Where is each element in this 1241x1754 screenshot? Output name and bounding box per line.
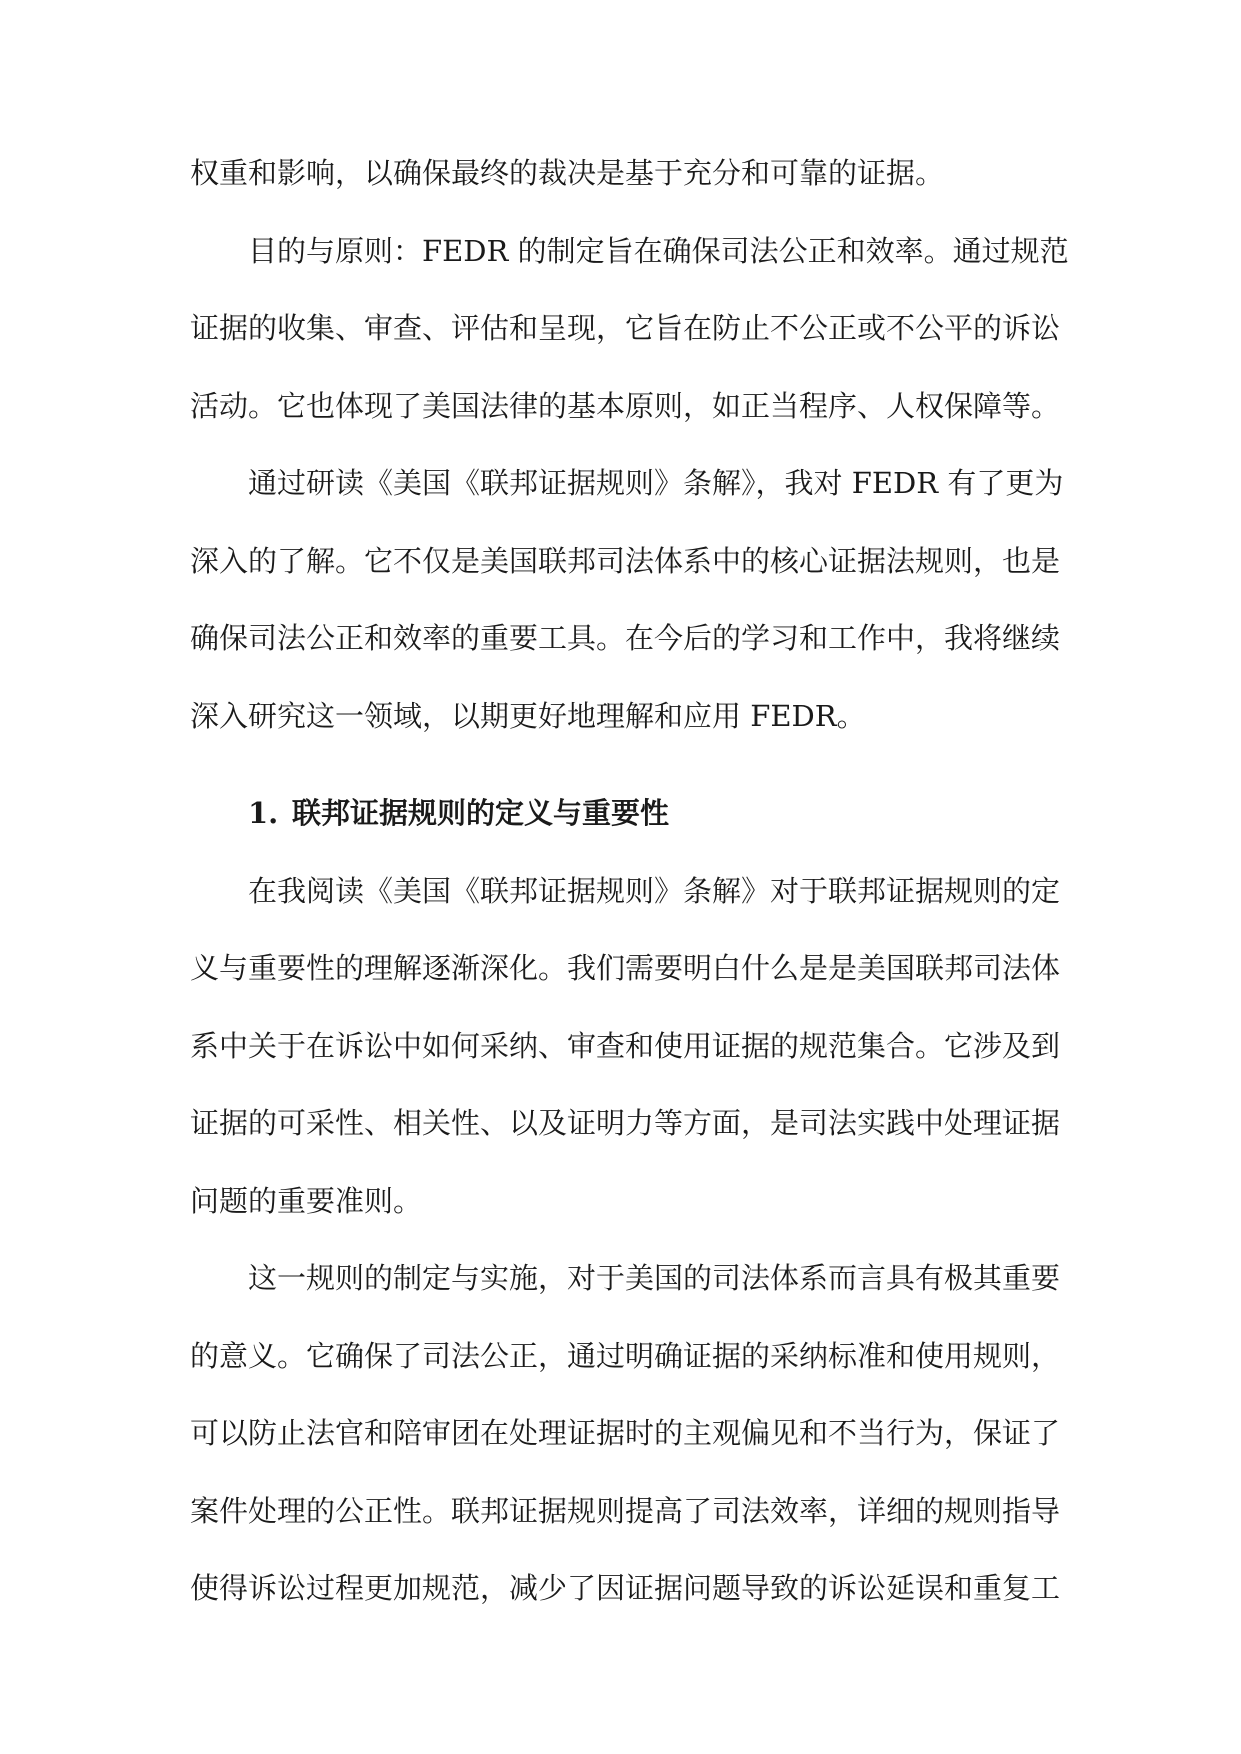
section-heading	[190, 775, 1055, 853]
section-spacer	[190, 755, 1055, 775]
paragraph-line: 权重和影响，以确保最终的裁决是基于充分和可靠的证据。	[190, 156, 945, 190]
document-body	[190, 135, 1069, 1628]
paragraph-line: 活动。它也体现了美国法律的基本原则，如正当程序、人权保障等。	[190, 388, 1061, 423]
paragraph-line: 案件处理的公正性。联邦证据规则提高了司法效率，详细的规则指导	[190, 1493, 1061, 1528]
paragraph-line: 深入研究这一领域，以期更好地理解和应用 FEDR。	[190, 698, 866, 733]
paragraph-line: 深入的了解。它不仅是美国联邦司法体系中的核心证据法规则，也是	[190, 543, 1061, 578]
paragraph-line: 系中关于在诉讼中如何采纳、审查和使用证据的规范集合。它涉及到	[190, 1028, 1061, 1063]
paragraph-line: 使得诉讼过程更加规范，减少了因证据问题导致的诉讼延误和重复工	[190, 1571, 1061, 1605]
paragraph-line: 义与重要性的理解逐渐深化。我们需要明白什么是是美国联邦司法体	[190, 951, 1061, 985]
paragraph-line: 在我阅读《美国《联邦证据规则》条解》对于联邦证据规则的定	[248, 873, 1061, 908]
section-number: 1.	[248, 796, 279, 830]
section-title: 联邦证据规则的定义与重要性	[292, 796, 670, 830]
paragraph-line: 这一规则的制定与实施，对于美国的司法体系而言具有极其重要	[248, 1261, 1061, 1295]
paragraph-line: 目的与原则：FEDR 的制定旨在确保司法公正和效率。通过规范	[248, 233, 1069, 268]
paragraph-line: 问题的重要准则。	[190, 1183, 423, 1218]
paragraph-line: 的意义。它确保了司法公正，通过明确证据的采纳标准和使用规则，	[190, 1338, 1061, 1373]
paragraph-line: 证据的可采性、相关性、以及证明力等方面，是司法实践中处理证据	[190, 1106, 1061, 1140]
paragraph-line: 证据的收集、审查、评估和呈现，它旨在防止不公正或不公平的诉讼	[190, 311, 1061, 345]
paragraph-line: 可以防止法官和陪审团在处理证据时的主观偏见和不当行为，保证了	[190, 1416, 1061, 1450]
paragraph-line: 通过研读《美国《联邦证据规则》条解》，我对 FEDR 有了更为	[248, 466, 1064, 500]
paragraph-line: 确保司法公正和效率的重要工具。在今后的学习和工作中，我将继续	[190, 621, 1061, 655]
